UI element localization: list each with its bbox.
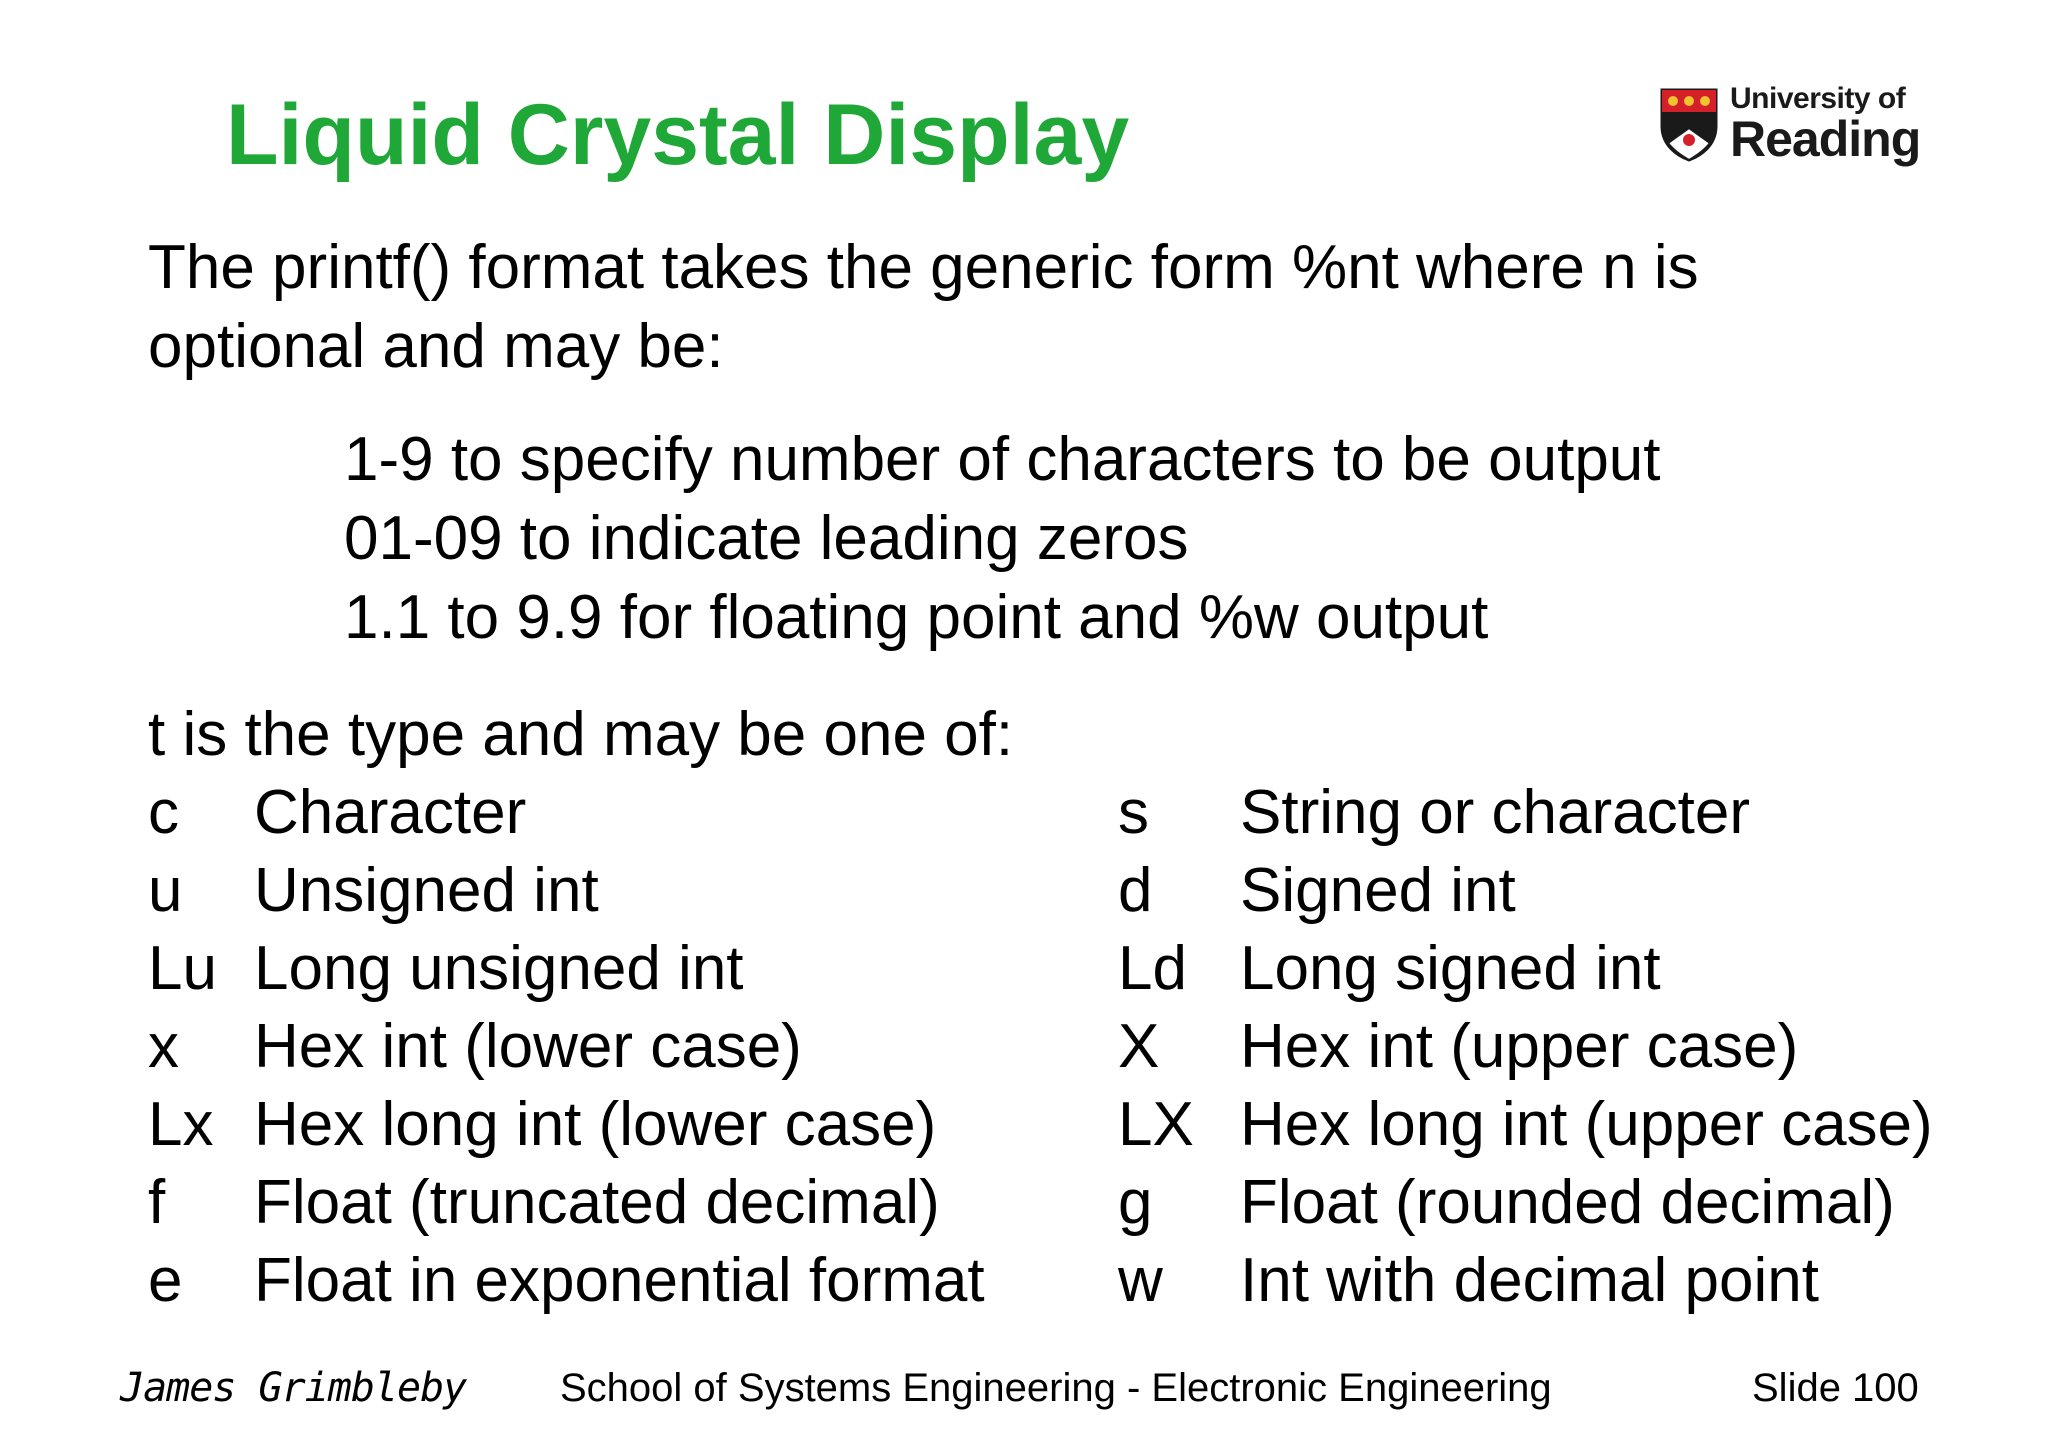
type-description: Hex long int (lower case) (254, 1090, 937, 1159)
type-code: f (148, 1168, 166, 1237)
type-row (148, 1008, 1088, 1086)
option-item: 1.1 to 9.9 for floating point and %w output (344, 583, 1489, 652)
type-code: u (148, 856, 183, 925)
intro-paragraph (148, 228, 1699, 386)
type-row (148, 852, 1088, 930)
type-description: Float (rounded decimal) (1240, 1168, 1895, 1237)
type-description: Unsigned int (254, 856, 599, 925)
type-code: d (1118, 856, 1153, 925)
type-row (148, 1164, 1088, 1242)
type-row (148, 930, 1088, 1008)
type-row (1118, 930, 2018, 1008)
type-code: Ld (1118, 934, 1187, 1003)
type-row (1118, 1086, 2018, 1164)
footer-school: School of Systems Engineering - Electronic Engineering (560, 1366, 1552, 1410)
type-code: Lx (148, 1090, 214, 1159)
width-options-list (344, 420, 1661, 657)
type-code: s (1118, 778, 1149, 847)
type-code: g (1118, 1168, 1153, 1237)
type-description: Long unsigned int (254, 934, 744, 1003)
type-description: Long signed int (1240, 934, 1661, 1003)
type-code: w (1118, 1246, 1163, 1315)
type-row (1118, 774, 2018, 852)
footer-author: James Grimbleby (120, 1365, 467, 1411)
type-row (1118, 852, 2018, 930)
type-code: e (148, 1246, 183, 1315)
type-description: Hex int (lower case) (254, 1012, 802, 1081)
type-description: Float in exponential format (254, 1246, 985, 1315)
type-row (148, 1086, 1088, 1164)
type-intro: t is the type and may be one of: (148, 700, 1014, 769)
type-row (1118, 1242, 2018, 1320)
intro-line-2: optional and may be: (148, 312, 724, 381)
option-item: 1-9 to specify number of characters to be output (344, 425, 1661, 494)
type-code: x (148, 1012, 179, 1081)
type-description: Signed int (1240, 856, 1516, 925)
type-code: c (148, 778, 179, 847)
logo-text-line1: University of (1730, 82, 1906, 115)
footer-slide-number: Slide 100 (1752, 1366, 1919, 1410)
option-item: 01-09 to indicate leading zeros (344, 504, 1189, 573)
type-description: String or character (1240, 778, 1750, 847)
type-description: Hex long int (upper case) (1240, 1090, 1933, 1159)
intro-line-1: The printf() format takes the generic form %nt where n is (148, 233, 1699, 302)
type-list-right (1118, 774, 2018, 1320)
type-description: Int with decimal point (1240, 1246, 1819, 1315)
type-row (148, 1242, 1088, 1320)
university-logo (1660, 84, 1920, 170)
type-row (1118, 1008, 2018, 1086)
type-code: LX (1118, 1090, 1194, 1159)
logo-text-line2: Reading (1730, 111, 1921, 167)
shield-icon (1660, 88, 1718, 162)
type-row (148, 774, 1088, 852)
type-description: Float (truncated decimal) (254, 1168, 940, 1237)
type-code: Lu (148, 934, 217, 1003)
type-description: Hex int (upper case) (1240, 1012, 1799, 1081)
type-code: X (1118, 1012, 1160, 1081)
slide-title: Liquid Crystal Display (226, 87, 1130, 183)
type-list-left (148, 774, 1088, 1320)
type-description: Character (254, 778, 527, 847)
type-row (1118, 1164, 2018, 1242)
